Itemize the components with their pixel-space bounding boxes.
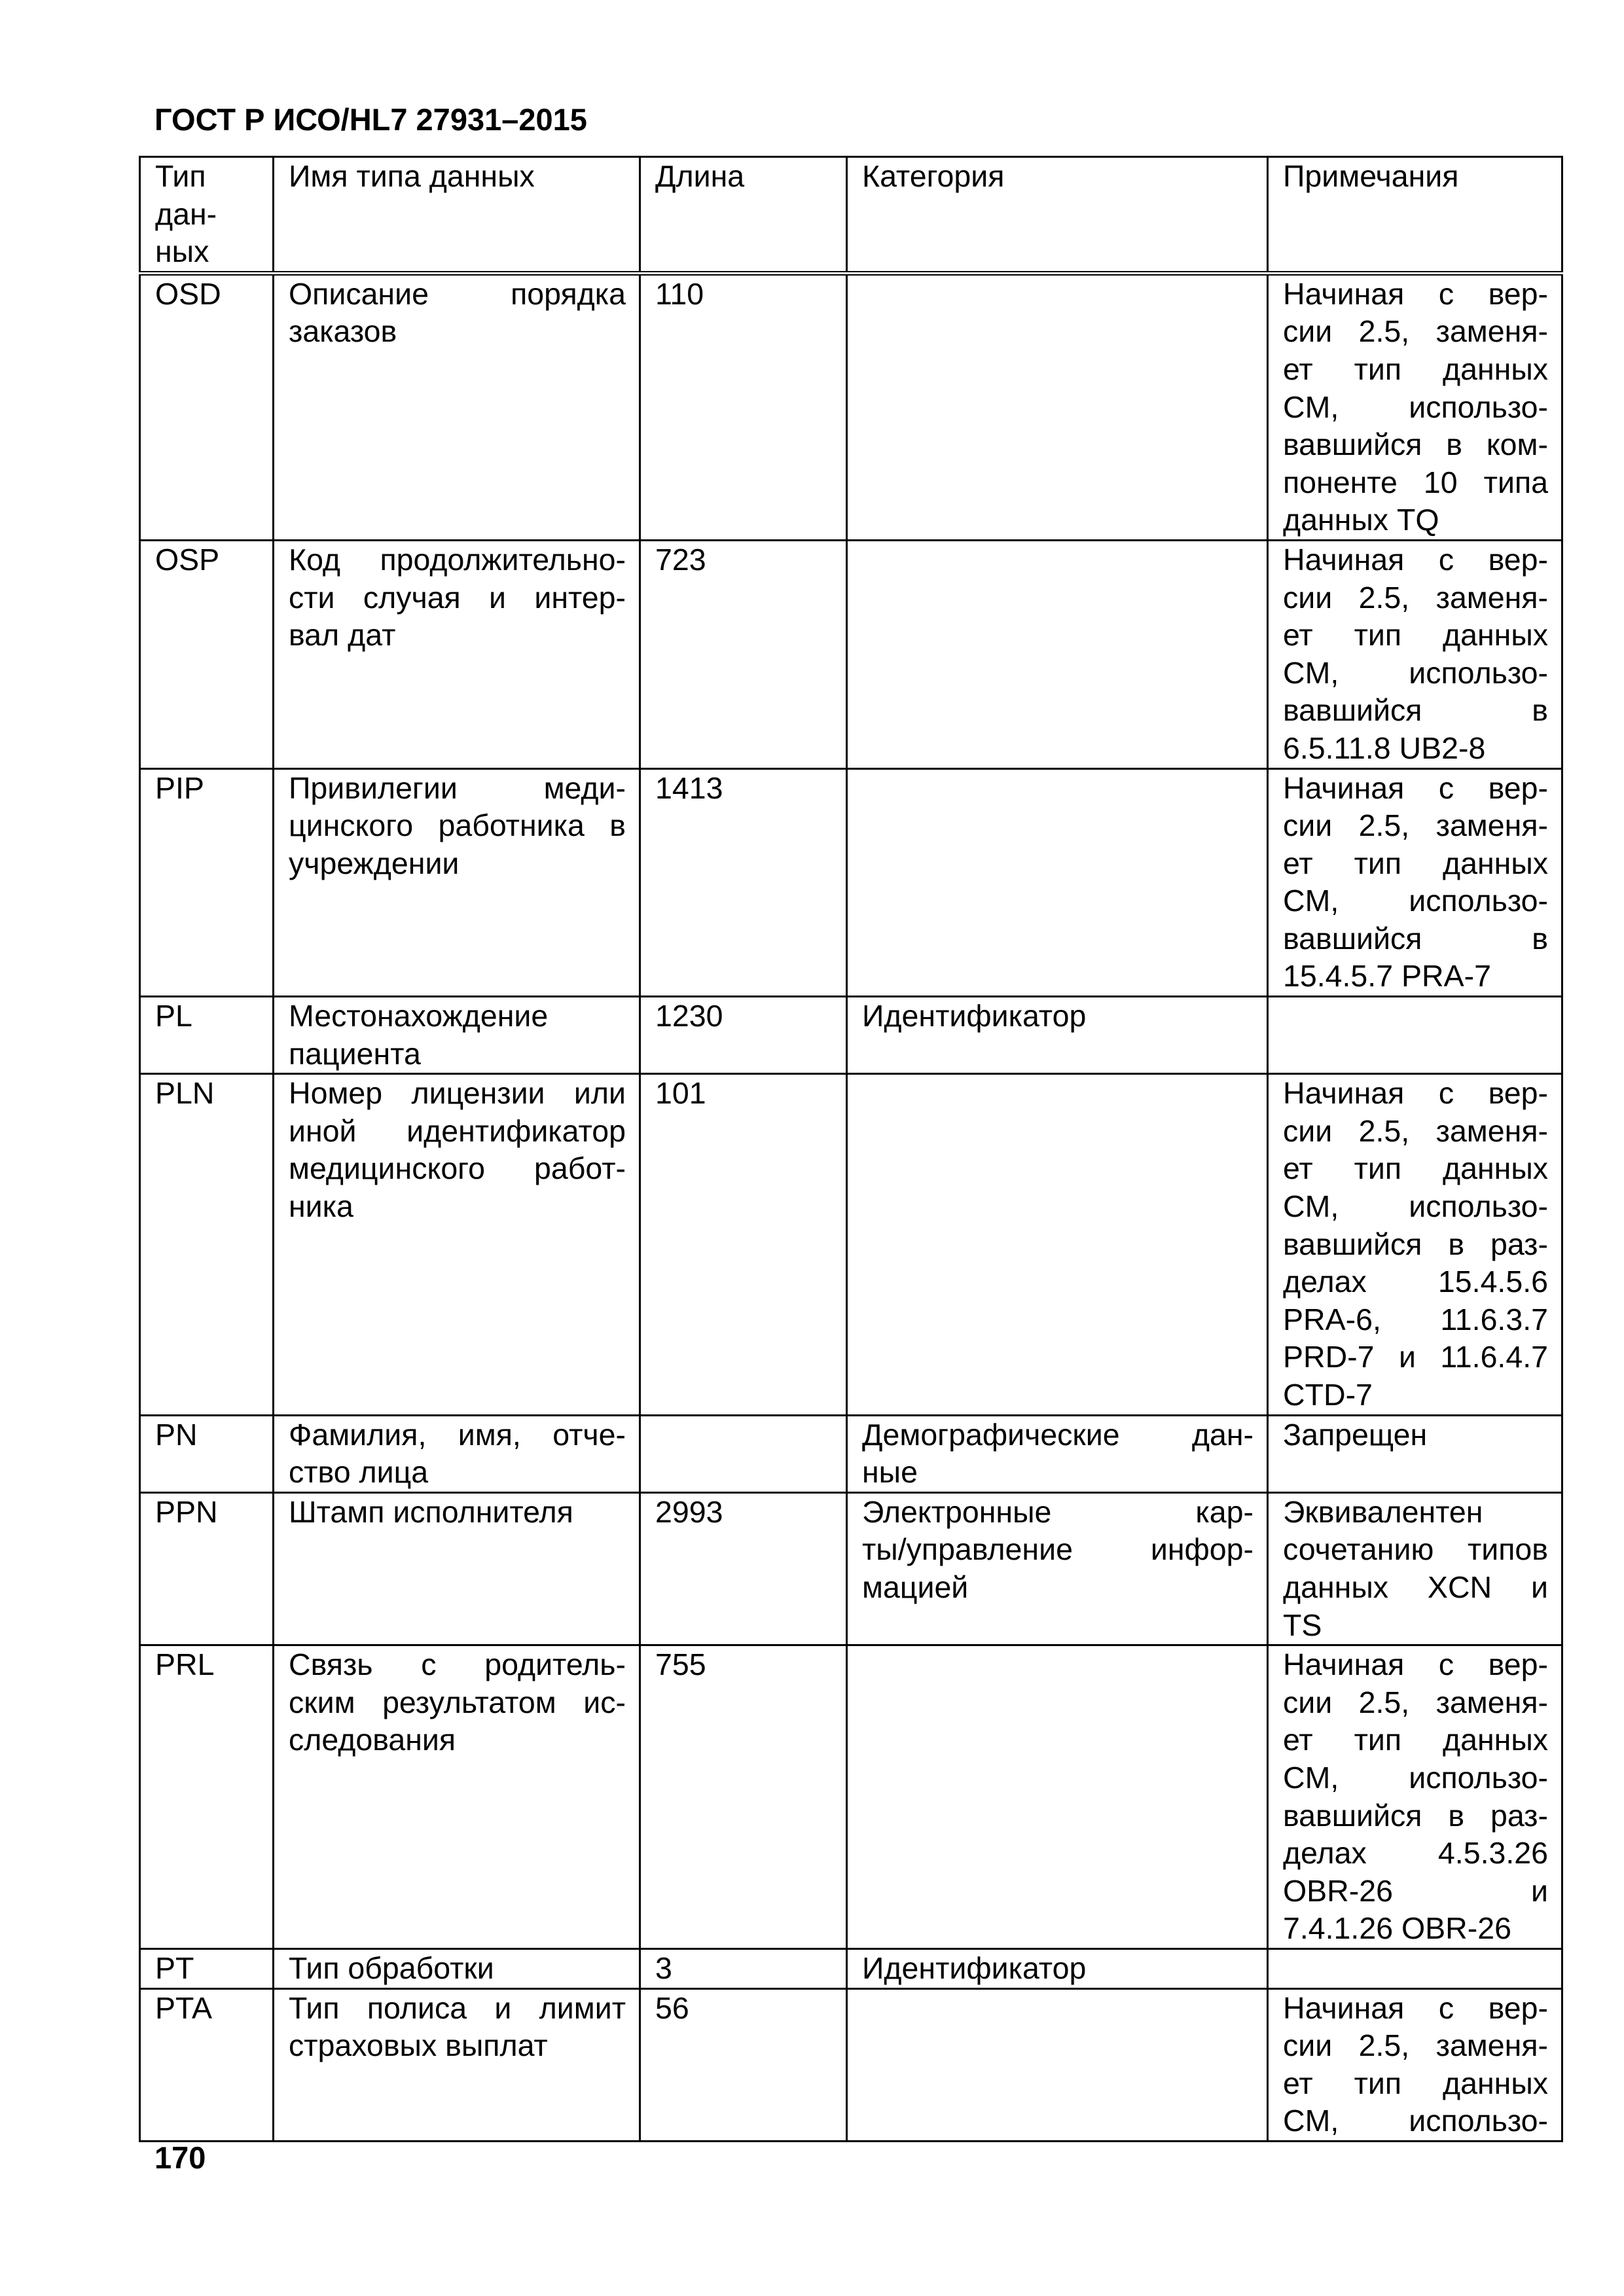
cell-length: 723 xyxy=(640,540,847,768)
cell-category xyxy=(847,273,1268,540)
table-row xyxy=(140,1988,1562,2141)
column-header-length: Длина xyxy=(640,157,847,274)
cell-name: Местонахождение пациента xyxy=(274,997,640,1074)
cell-length: 1230 xyxy=(640,997,847,1074)
cell-type: PRL xyxy=(140,1645,274,1949)
cell-notes: Начиная с вер- сии 2.5, заменя- ет тип данных CM, использо- xyxy=(1268,1988,1562,2141)
table-row xyxy=(140,768,1562,997)
cell-type: PN xyxy=(140,1415,274,1492)
cell-length xyxy=(640,1415,847,1492)
table-row xyxy=(140,540,1562,768)
column-header-notes: Примечания xyxy=(1268,157,1562,274)
cell-type: PPN xyxy=(140,1492,274,1645)
column-header-type: Тип дан- ных xyxy=(140,157,274,274)
cell-notes: Эквивалентен сочетанию типов данных XCN и TS xyxy=(1268,1492,1562,1645)
cell-category xyxy=(847,540,1268,768)
cell-category: Идентификатор xyxy=(847,1948,1268,1988)
cell-category xyxy=(847,1645,1268,1949)
cell-length: 101 xyxy=(640,1074,847,1415)
column-header-category: Категория xyxy=(847,157,1268,274)
cell-category: Идентификатор xyxy=(847,997,1268,1074)
cell-name: Связь с родитель- ским результатом ис- следования xyxy=(274,1645,640,1949)
cell-type: PTA xyxy=(140,1988,274,2141)
cell-category xyxy=(847,1074,1268,1415)
table-row xyxy=(140,1415,1562,1492)
cell-length: 110 xyxy=(640,273,847,540)
table-row xyxy=(140,1492,1562,1645)
cell-category xyxy=(847,768,1268,997)
cell-length: 755 xyxy=(640,1645,847,1949)
cell-type: PIP xyxy=(140,768,274,997)
cell-name: Штамп исполнителя xyxy=(274,1492,640,1645)
document-header: ГОСТ Р ИСО/HL7 27931–2015 xyxy=(154,102,587,137)
column-header-name: Имя типа данных xyxy=(274,157,640,274)
cell-notes: Начиная с вер- сии 2.5, заменя- ет тип данных CM, использо- вавшийся в раз- делах 15.4.5.6 PRA-6, 11.6.3.7 PRD-7 и 11.6.4.7 CTD-7 xyxy=(1268,1074,1562,1415)
table-row xyxy=(140,273,1562,540)
cell-length: 3 xyxy=(640,1948,847,1988)
cell-name: Код продолжительно- сти случая и интер- вал дат xyxy=(274,540,640,768)
table-row xyxy=(140,1948,1562,1988)
cell-category xyxy=(847,1988,1268,2141)
cell-name: Фамилия, имя, отче- ство лица xyxy=(274,1415,640,1492)
table-header-row xyxy=(140,157,1562,274)
cell-type: PL xyxy=(140,997,274,1074)
cell-name: Описание порядка заказов xyxy=(274,273,640,540)
cell-notes xyxy=(1268,1948,1562,1988)
cell-notes: Начиная с вер- сии 2.5, заменя- ет тип данных CM, использо- вавшийся в 15.4.5.7 PRA-7 xyxy=(1268,768,1562,997)
cell-name: Тип полиса и лимит страховых выплат xyxy=(274,1988,640,2141)
cell-type: PT xyxy=(140,1948,274,1988)
table-row xyxy=(140,1074,1562,1415)
cell-name: Тип обработки xyxy=(274,1948,640,1988)
cell-notes: Начиная с вер- сии 2.5, заменя- ет тип данных CM, использо- вавшийся в раз- делах 4.5.3.26 OBR-26 и 7.4.1.26 OBR-26 xyxy=(1268,1645,1562,1949)
cell-notes: Начиная с вер- сии 2.5, заменя- ет тип данных CM, использо- вавшийся в 6.5.11.8 UB2-8 xyxy=(1268,540,1562,768)
cell-length: 56 xyxy=(640,1988,847,2141)
cell-type: OSD xyxy=(140,273,274,540)
cell-length: 1413 xyxy=(640,768,847,997)
cell-name: Привилегии меди- цинского работника в учреждении xyxy=(274,768,640,997)
cell-notes xyxy=(1268,997,1562,1074)
cell-length: 2993 xyxy=(640,1492,847,1645)
cell-name: Номер лицензии или иной идентификатор медицинского работ- ника xyxy=(274,1074,640,1415)
cell-category: Электронные кар- ты/управление инфор- мацией xyxy=(847,1492,1268,1645)
data-types-table xyxy=(139,156,1563,2142)
table-row xyxy=(140,1645,1562,1949)
page-number: 170 xyxy=(154,2140,206,2175)
cell-type: PLN xyxy=(140,1074,274,1415)
cell-type: OSP xyxy=(140,540,274,768)
cell-category: Демографические дан- ные xyxy=(847,1415,1268,1492)
table-row xyxy=(140,997,1562,1074)
cell-notes: Запрещен xyxy=(1268,1415,1562,1492)
cell-notes: Начиная с вер- сии 2.5, заменя- ет тип данных CM, использо- вавшийся в ком- поненте 10 типа данных TQ xyxy=(1268,273,1562,540)
